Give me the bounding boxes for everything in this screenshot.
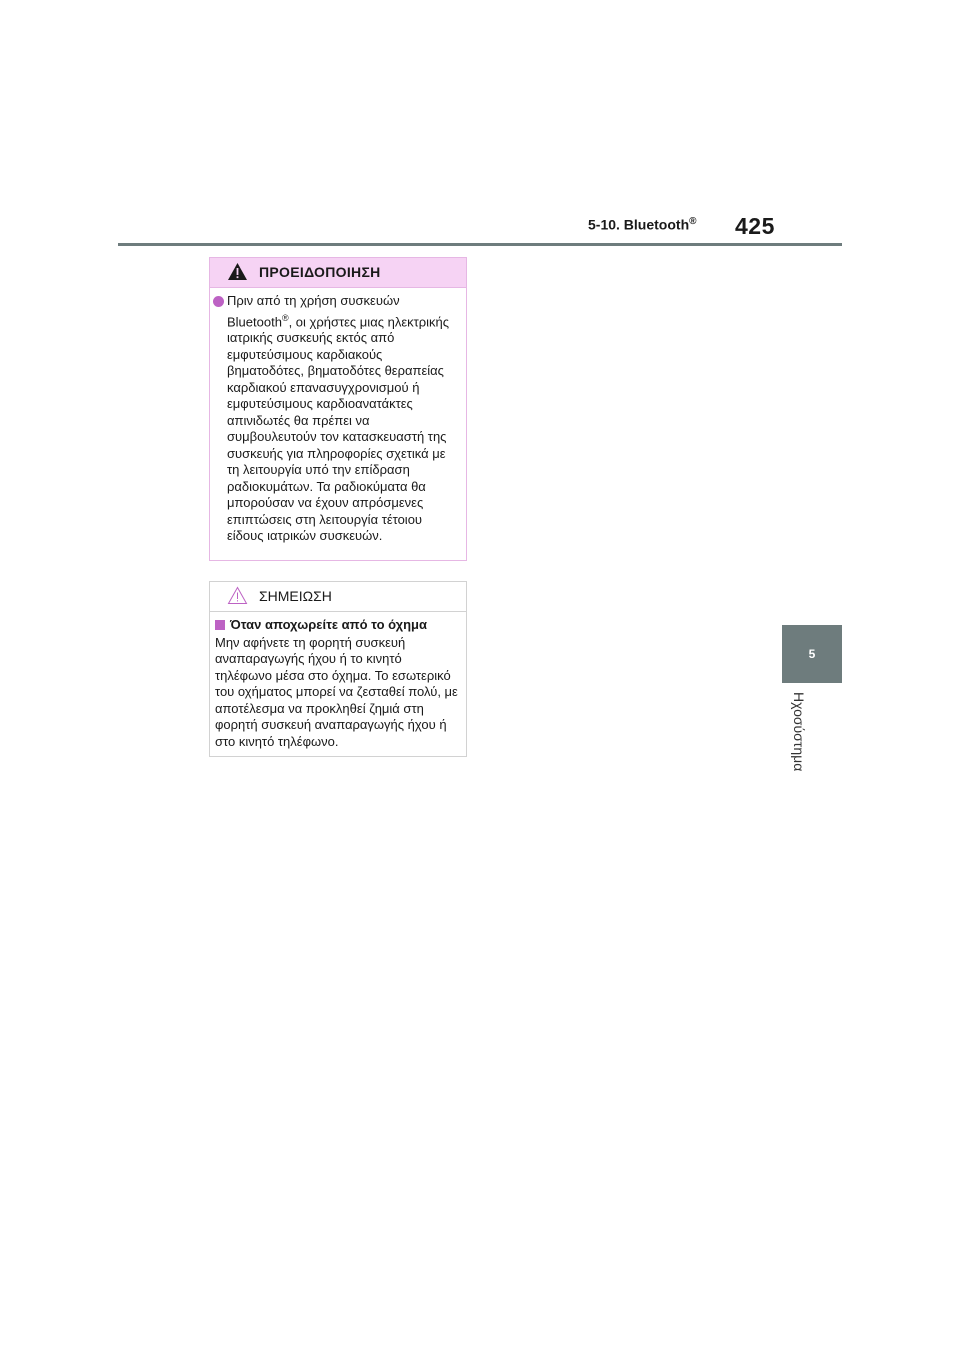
bullet-dot-icon xyxy=(213,296,224,307)
header-divider xyxy=(118,243,842,246)
warning-triangle-icon xyxy=(227,262,248,281)
warning-header xyxy=(210,258,466,288)
note-heading-text: Όταν αποχωρείτε από το όχημα xyxy=(230,617,427,632)
section-title-text: 5-10. Bluetooth xyxy=(588,216,690,233)
page-number: 425 xyxy=(735,213,775,239)
note-heading xyxy=(215,617,458,634)
note-header xyxy=(210,582,466,612)
warning-registered-mark: ® xyxy=(281,312,289,323)
section-title xyxy=(588,216,697,233)
note-box xyxy=(209,581,467,757)
warning-body xyxy=(210,288,466,545)
chapter-tab xyxy=(782,625,842,683)
chapter-number: 5 xyxy=(808,647,816,661)
warning-text xyxy=(227,293,456,545)
warning-box xyxy=(209,257,467,561)
warning-text-start: Πριν από τη χρήση συσκευών Bluetooth xyxy=(227,293,400,329)
note-text: Μην αφήνετε τη φορητή συσκευή αναπαραγωγής ήχου ή το κινητό τηλέφωνο μέσα στο όχημα. Το εσωτερικό του οχήματος μπορεί να ζεσταθεί πολύ, με αποτέλεσμα να προκληθεί ζημιά στη φορητή συσκευή αναπαραγωγής ήχου ή στο κινητό τηλέφωνο. xyxy=(215,634,458,749)
square-bullet-icon xyxy=(215,620,225,630)
chapter-title: Ηχοσύστημα xyxy=(791,692,807,772)
note-body xyxy=(210,612,466,750)
registered-mark: ® xyxy=(689,216,697,227)
note-title: ΣΗΜΕΙΩΣΗ xyxy=(259,588,332,604)
caution-outline-triangle-icon xyxy=(227,586,248,605)
warning-title: ΠΡΟΕΙΔΟΠΟΙΗΣΗ xyxy=(259,264,381,280)
warning-text-rest: , οι χρήστες μιας ηλεκτρικής ιατρικής συσκευής εκτός από εμφυτεύσιμους καρδιακούς βηματοδότες, βηματοδότες θεραπείας καρδιακού επανασυγχρονισμού ή εμφυτεύσιμους καρδιοανατάκτες απινιδωτές θα πρέπει να συμβουλευτούν τον κατασκευαστή της συσκευής για πληροφορίες σχετικά με τη λειτουργία υπό την επίδραση ραδιοκυμάτων. Τα ραδιοκύματα θα μπορούσαν να έχουν απρόσμενες επιπτώσεις στη λειτουργία τέτοιου είδους ιατρικών συσκευών. xyxy=(227,313,450,544)
